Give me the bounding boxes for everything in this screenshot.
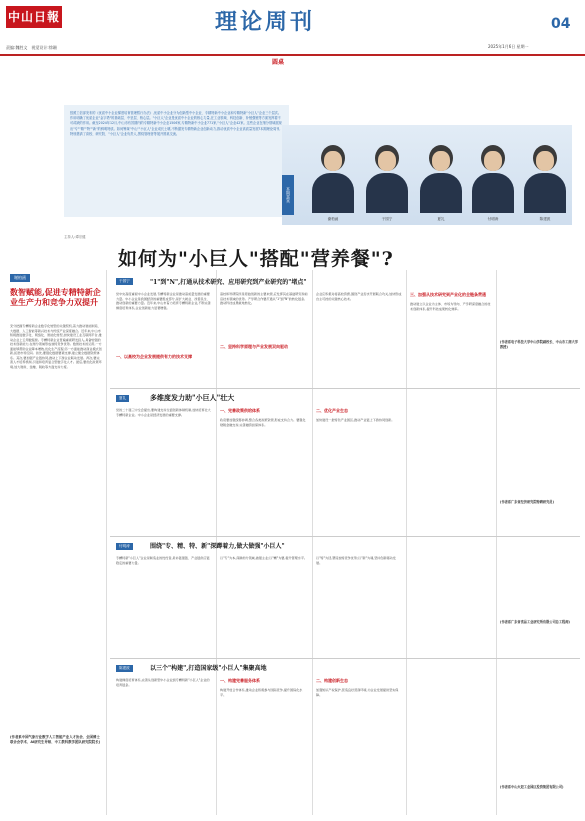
author-note: (作者系广东省食品工业研究所有限公司总工程师): [500, 620, 570, 624]
section-title: 理论周刊: [215, 9, 316, 35]
guest-face: [432, 151, 450, 171]
body-text: 构建开放合作体系,推动企业积极参与国际竞争,提升国际化水平。: [220, 688, 303, 697]
subhead: 一、构建完善服务体系: [220, 678, 260, 683]
author-tag: 谢柏函: [10, 274, 30, 282]
guest-suit: [366, 173, 408, 213]
section-title: 多维度发力助"小巨人"壮大: [150, 393, 235, 402]
section-title: 以三个"构建",打造国家级"小巨人"集聚高地: [150, 665, 267, 672]
subhead: 二、构建创新生态: [316, 678, 348, 683]
guest-portrait: [416, 137, 466, 225]
author-note: (作者系中山火炬工业园区投资集团有限公司): [500, 785, 564, 789]
guest-name: 于园宁: [381, 217, 393, 221]
guest-face: [324, 151, 342, 171]
author-tag: 陈建波: [116, 665, 133, 672]
guest-suit: [312, 173, 354, 213]
body-text: 加快建设一批特色产业园区,推动产业链上下游协同创新。: [316, 418, 395, 422]
newspaper-logo: 中山日報: [6, 6, 62, 28]
guest-suit: [472, 173, 514, 213]
page-number: 04: [551, 16, 571, 32]
body-text: 企业应积极对接高校资源,围绕产业需求开展联合攻关,加快形成自主可控的关键核心技术。: [316, 292, 402, 301]
author-tag: 于园宁: [116, 278, 133, 285]
author-tag: 付明涛: [116, 543, 133, 550]
section-divider: [110, 658, 580, 659]
body-text: 高校和科研院所是原始创新的主要来源,应发挥其在基础研究和前沿技术领域的优势。产学研合作要打通从"1"到"N"的转化链条,推动科技成果就地转化。: [220, 292, 308, 305]
author-note: (作者系中国气象行业数字人工智能产业人才协会、全国博士联合会学术、AI研究生导师、中工教科教学团队研究院院长): [10, 735, 101, 744]
column-label: 圆桌: [272, 59, 285, 66]
guest-name: 谢柏函: [327, 217, 339, 221]
host-line: 主持人:谭宗健: [64, 235, 86, 239]
body-text: 以"特"为径,塑造独特竞争优势;以"新"为魂,坚持创新驱动发展。: [316, 556, 396, 565]
section-divider: [110, 536, 580, 537]
guest-face: [378, 151, 396, 171]
column-divider: [106, 270, 107, 815]
date-line: 2025年1月6日 星期一: [488, 44, 529, 49]
author-tag: 夏礼: [116, 395, 129, 402]
body-text: 加强知识产权保护,营造良好营商环境,为企业发展提供坚实保障。: [316, 688, 399, 697]
article-title: 数智赋能,促进专精特新企业生产力和竞争力双提升: [10, 287, 101, 307]
section-title: 围绕"专、精、特、新"深蹲着力,做大做强"小巨人": [150, 543, 285, 550]
body-text: 党中央高度重视中小企业发展,专精特新企业是推动高质量发展的重要力量。中小企业是我国经济的重要组成部分,是扩大就业、改善民生、推动创新的重要力量。近年来,中山市着力培育专精特新企业,不断完善梯度培育体系,企业创新能力显著增强。: [116, 292, 211, 310]
guests-panel: [282, 125, 572, 225]
section-title: "1"到"N",打通从技术研究、应用研究到产业研究的"堵点": [150, 279, 307, 286]
guest-face: [484, 151, 502, 171]
guest-name: 夏礼: [437, 217, 445, 221]
subhead: 一、完善政策供给体系: [220, 408, 260, 413]
subhead: 三、加强从技术研究到产业化的全链条贯通: [410, 292, 486, 297]
body-text: 政府要加强统筹协调,整合各类政策资源,形成支持合力。要强化财税金融支持,完善融资担保体系。: [220, 418, 306, 427]
author-note: (作者系广东省经济研究院特聘研究员): [500, 500, 554, 504]
guest-suit: [524, 173, 566, 213]
guest-badge: 本期嘉宾: [282, 175, 294, 215]
guest-portrait: [362, 137, 412, 225]
subhead: 二、优化产业生态: [316, 408, 348, 413]
subhead: 二、坚持科学原理与产业发展双向驱动: [220, 344, 288, 349]
body-text: 专精特新"小巨人"企业是制造业的佼佼者,是补链强链、产业链供应链稳定的重要力量。: [116, 556, 210, 565]
author-note: (作者系电子科技大学中山学院副校长、中山市工商大学教授): [500, 340, 578, 349]
body-text: 党的二十届三中全会提出,要构建支持全面创新体制机制,加快培育壮大专精特新企业。中小企业是经济发展的重要支撑。: [116, 408, 211, 417]
body-text: 推动建立以企业为主体、市场为导向、产学研深度融合的技术创新体系,提升科技成果转化效率。: [410, 302, 491, 311]
intro-box: [64, 105, 289, 217]
section-divider: [110, 388, 580, 389]
guest-portrait: [520, 137, 570, 225]
editor-credits: 责编:魏胜文 视觉设计:徐珊: [6, 45, 57, 50]
intro-text: 按照工信部发布的《优质中小企业梯度培育管理暂行办法》,优质中小企业分为创新型中小企业、专精特新中小企业和专精特新"小巨人"企业三个层次。作用明确了优质企业"金字塔"的基础层、中坚层、核心层。"小巨人"企业是优质中小企业的核心力量,在工业领域、科技创新、补链强链等方面发挥着不可或缺的作用。截至2024年12月,中山市有效期内的专精特新中小企业1506家,专精特新中小企业771家,"小巨人"企业42家。这些企业在细分领域展现出"专""精""特""新"的鲜明特质。如何筹谋"中山""小巨人"企业成长土壤,不断激发专精特新企业创新动力,推动优质中小企业高质量发展?本期理论周刊,特别邀请了高校、研究院、"小巨人"企业负责人,围绕管理者等展开圆桌交流。: [70, 111, 282, 136]
subhead: 一、以高校为企业发展提供有力的技术支撑: [116, 354, 192, 359]
guest-suit: [420, 173, 462, 213]
main-headline: 如何为"小巨人"搭配"营养餐"?: [118, 248, 394, 270]
masthead: [0, 0, 585, 56]
guest-portrait: [308, 137, 358, 225]
guest-name: 付明涛: [487, 217, 499, 221]
article-body: 充分把握专精特新企业数字化转型的关键契机,着力推动智能制造、大数据、人工智能等新兴技术与传统产业深度融合。近年来,中山市积极推进数字化、网络化、智能化转型,加快建设工业互联网平台,推动企业上云用数赋智。专精特新企业普遍重视研发投入,具备较强的技术创新能力,在细分领域形成独特竞争优势。数智技术的运用,一方面能够帮助企业降本增效,优化生产流程;另一方面能推动商业模式创新,拓宽市场空间。首先,要强化数据要素支撑,建立健全数据资源体系。其次,要加强产业链协同,推动上下游企业联动发展。再次,要完善人才培养机制,引进和培育复合型数字化人才。最后,要优化政策环境,加大财政、金融、税收等方面支持力度。: [10, 324, 102, 369]
body-text: 以"专"为本,深耕细分领域,做强主业;以"精"为要,提升管理水平。: [220, 556, 308, 560]
guest-name: 陈建波: [539, 217, 551, 221]
guest-face: [536, 151, 554, 171]
body-text: 构建梯度培育体系,完善从创新型中小企业到专精特新"小巨人"企业的培育链条。: [116, 678, 210, 687]
guest-portrait: [468, 137, 518, 225]
